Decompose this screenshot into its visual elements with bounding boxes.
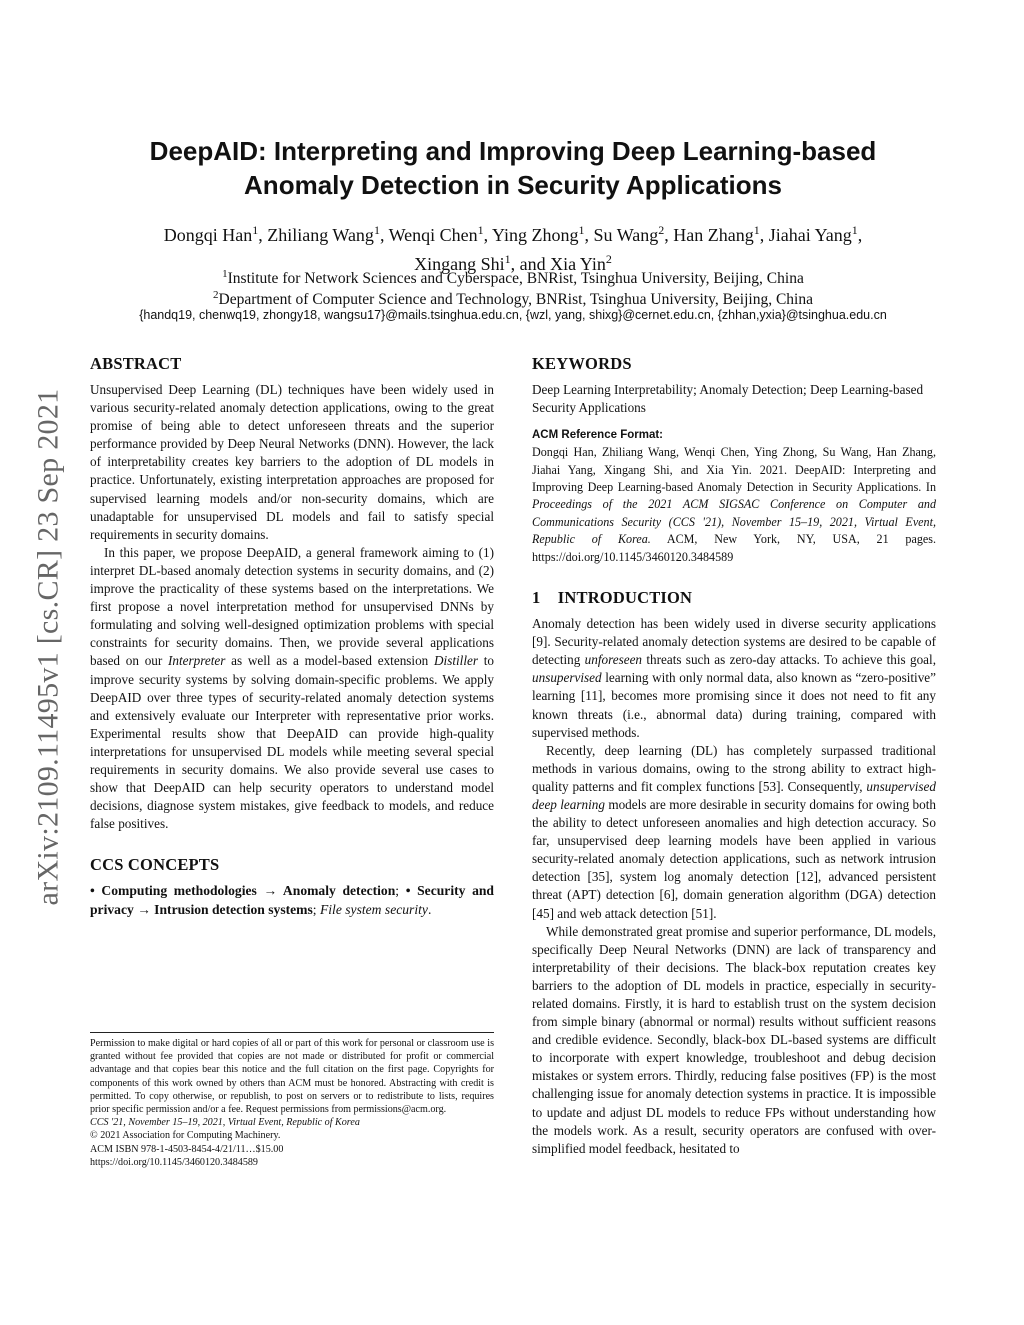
author-affiliation-mark: 1 xyxy=(373,223,380,237)
author-line-1 xyxy=(90,218,936,247)
left-column xyxy=(90,354,494,919)
intro-text: models are more desirable in security domains for owing both the ability to detect unforeseen anomalies and high detection accuracy. So far, unsupervised deep learning models have been applied in various security-related anomaly detection applications, such as network intrusion detection [35], system log anomaly detection [12], advanced persistent threat (APT) detection [6], domain generation algorithm (DGA) detection [45] and web attack detection [51]. xyxy=(532,796,936,921)
author-separator: , xyxy=(483,225,493,245)
keywords-heading: KEYWORDS xyxy=(532,354,632,373)
doi-line: https://doi.org/10.1145/3460120.3484589 xyxy=(90,1156,258,1168)
author-separator: , xyxy=(258,225,268,245)
abstract-paragraph-1: Unsupervised Deep Learning (DL) techniques have been widely used in various security-related anomaly detection applications, owing to the great promise of being able to detect unforeseen threats and the superior performance provided by Deep Neural Networks (DNN). However, the lack of interpretability creates key barriers to the adoption of DL models in practice. Unfortunately, existing interpretation approaches are proposed for supervised learning models and/or non-security domains, which are unadaptable for unsupervised DL models and fail to satisfy special requirements in security domains. xyxy=(90,382,494,542)
ccs-concepts-body xyxy=(90,882,494,918)
affiliation-text: Institute for Network Sciences and Cyberspace, BNRist, Tsinghua University, Beijing, China xyxy=(227,270,804,288)
author-name: Ying Zhong xyxy=(492,225,579,245)
author-affiliation-mark: 1 xyxy=(504,252,511,266)
author-name: Xia Yin xyxy=(550,254,606,274)
affiliation-number: 2 xyxy=(213,289,219,301)
acm-reference-body xyxy=(532,444,936,566)
permission-text: Permission to make digital or hard copies of all or part of this work for personal or classroom use is granted without fee provided that copies are not made or distributed for profit or commercial advantage and that copies bear this notice and the full citation on the first page. Copyrights for components of this work owned by others than ACM must be honored. Abstracting with credit is permitted. To copy otherwise, or republish, to post on servers or to redistribute to lists, requires prior specific permission and/or a fee. Request permissions from permissions@acm.org. xyxy=(90,1038,494,1116)
abstract-text: to improve security systems by solving domain-specific problems. We apply DeepAID over three types of security-related anomaly detection systems and extensively evaluate our Interpreter with representative prior works. Experimental results show that DeepAID can provide high-quality interpretations for unsupervised DL models while meeting several special requirements in security domains. We also provide several use cases to show that DeepAID can help security operators to understand model decisions, diagnose system mistakes, give feedback to models, and reduce false positives. xyxy=(90,653,494,832)
abstract-emphasis: Interpreter xyxy=(168,653,226,669)
author-name: Jiahai Yang xyxy=(768,225,852,245)
abstract-emphasis: Distiller xyxy=(434,653,478,669)
author-name: Wenqi Chen xyxy=(388,225,478,245)
copyright-line: © 2021 Association for Computing Machinery. xyxy=(90,1130,281,1142)
acm-reference-text: Dongqi Han, Zhiliang Wang, Wenqi Chen, Ying Zhong, Su Wang, Han Zhang, Jiahai Yang, Xingang Shi, and Xia Yin. 2021. DeepAID: Interpreting and Improving Deep Learning-based Anomaly Detection in Security Applications. In xyxy=(532,445,936,494)
acm-reference-venue: Proceedings of the 2021 ACM SIGSAC Conference on Computer and Communications Security (CCS '21), November 15–19, 2021, Virtual Event, Republic of Korea. xyxy=(532,497,936,547)
intro-emphasis: unsupervised deep learning xyxy=(532,778,936,812)
abstract-heading: ABSTRACT xyxy=(90,354,182,373)
author-separator: , xyxy=(379,225,389,245)
ccs-concepts-heading: CCS CONCEPTS xyxy=(90,855,220,875)
arxiv-stamp-text: arXiv:2109.11495v1 [cs.CR] 23 Sep 2021 xyxy=(31,388,65,906)
author-affiliation-mark: 1 xyxy=(851,223,858,237)
isbn-line: ACM ISBN 978-1-4503-8454-4/21/11…$15.00 xyxy=(90,1143,284,1155)
paper-title xyxy=(90,134,936,202)
keywords-text: Deep Learning Interpretability; Anomaly Detection; Deep Learning-based Security Applications xyxy=(532,382,924,416)
intro-text: Recently, deep learning (DL) has completely surpassed traditional methods in various domains, owing to the strong ability to extract high-quality patterns and fit complex functions [53]. Consequently, xyxy=(532,742,936,794)
ccs-separator: ; xyxy=(395,883,406,899)
author-emails: {handq19, chenwq19, zhongy18, wangsu17}@mails.tsinghua.edu.cn, {wzl, yang, shixg}@cernet.edu.cn, {zhhan,yxia}@tsinghua.edu.cn xyxy=(139,308,887,322)
ccs-concept: • Computing methodologies → Anomaly detection xyxy=(90,883,396,899)
intro-text: Anomaly detection has been widely used in diverse security applications [9]. Security-related anomaly detection systems are desired to be capable of detecting xyxy=(532,616,936,668)
acm-reference-heading: ACM Reference Format: xyxy=(532,429,663,442)
permission-footnote xyxy=(90,1032,494,1169)
affiliation-text: Department of Computer Science and Technology, BNRist, Tsinghua University, Beijing, China xyxy=(218,291,813,309)
intro-text: threats such as zero-day attacks. To achieve this goal, xyxy=(642,652,936,668)
ccs-concept: • Security and privacy → Intrusion detection systems xyxy=(90,883,494,917)
author-affiliation-mark: 1 xyxy=(753,223,760,237)
ccs-separator: ; xyxy=(312,901,320,917)
conference-text: CCS '21, November 15–19, 2021, Virtual Event, Republic of Korea xyxy=(90,1117,360,1129)
author-separator: , xyxy=(857,225,863,245)
author-name: Han Zhang xyxy=(673,225,754,245)
intro-emphasis: unforeseen xyxy=(584,652,643,668)
intro-emphasis: unsupervised xyxy=(532,670,602,686)
author-affiliation-mark: 2 xyxy=(605,252,612,266)
ccs-concept-minor: File system security xyxy=(319,901,428,917)
affiliation-number: 1 xyxy=(222,268,228,280)
abstract-paragraph-2 xyxy=(90,544,494,834)
introduction-heading: 1 INTRODUCTION xyxy=(532,588,693,608)
title-line-2: Anomaly Detection in Security Applications xyxy=(244,170,782,200)
ccs-end: . xyxy=(427,901,432,917)
author-name: Su Wang xyxy=(593,225,659,245)
right-column xyxy=(532,354,936,1158)
author-name: Xingang Shi xyxy=(414,254,505,274)
author-name: Dongqi Han xyxy=(163,225,253,245)
author-separator: , xyxy=(664,225,674,245)
conference-line xyxy=(90,1116,494,1129)
author-affiliation-mark: 1 xyxy=(477,223,484,237)
acm-reference-text: ACM, New York, NY, USA, 21 pages. https://doi.org/10.1145/3460120.3484589 xyxy=(532,532,936,564)
intro-text: learning with only normal data, also known as “zero-positive” learning [11], becomes more promising since it does not need to fit any known threats (i.e., abnormal data) during training, compared with supervised methods. xyxy=(532,670,936,740)
arxiv-stamp xyxy=(24,352,72,942)
author-separator: , xyxy=(759,225,769,245)
intro-paragraph-1 xyxy=(532,615,936,742)
title-line-1: DeepAID: Interpreting and Improving Deep Learning-based xyxy=(149,136,877,166)
abstract-text: In this paper, we propose DeepAID, a general framework aiming to (1) interpret DL-based anomaly detection systems in security domains, and (2) improve the practicality of these systems based on the interpretations. We first propose a novel interpretation method for unsupervised DNNs by formulating and solving well-designed optimization problems with special constraints for security domains. Then, we provide several applications based on our xyxy=(90,544,494,669)
author-separator: , and xyxy=(510,254,551,274)
intro-paragraph-3: While demonstrated great promise and superior performance, DL models, specifically Deep Neural Networks (DNN) are lack of transparency and interpretability of their decisions. The black-box reputation creates key barriers to the adoption of DL models in practice, especially in security-related domains. Firstly, it is hard to establish trust on the system decision from simple binary (abnormal or normal) results without sufficient reasons and credible evidence. Secondly, black-box DL-based systems are difficult to incorporate with expert knowledge, troubleshoot and debug decision mistakes or system errors. Thirdly, reducing false positives (FP) is the most challenging issue for anomaly detection systems in practice. It is impossible to update and adjust DL models to reduce FPs without understanding how the models work. As a result, security operators are confused with over-simplified model feedback, hesitated to xyxy=(532,923,936,1156)
intro-paragraph-2 xyxy=(532,742,936,923)
author-affiliation-mark: 1 xyxy=(578,223,585,237)
author-name: Zhiliang Wang xyxy=(267,225,374,245)
author-affiliation-mark: 1 xyxy=(252,223,259,237)
abstract-text: as well as a model-based extension xyxy=(225,653,435,669)
author-separator: , xyxy=(584,225,594,245)
author-affiliation-mark: 2 xyxy=(658,223,665,237)
